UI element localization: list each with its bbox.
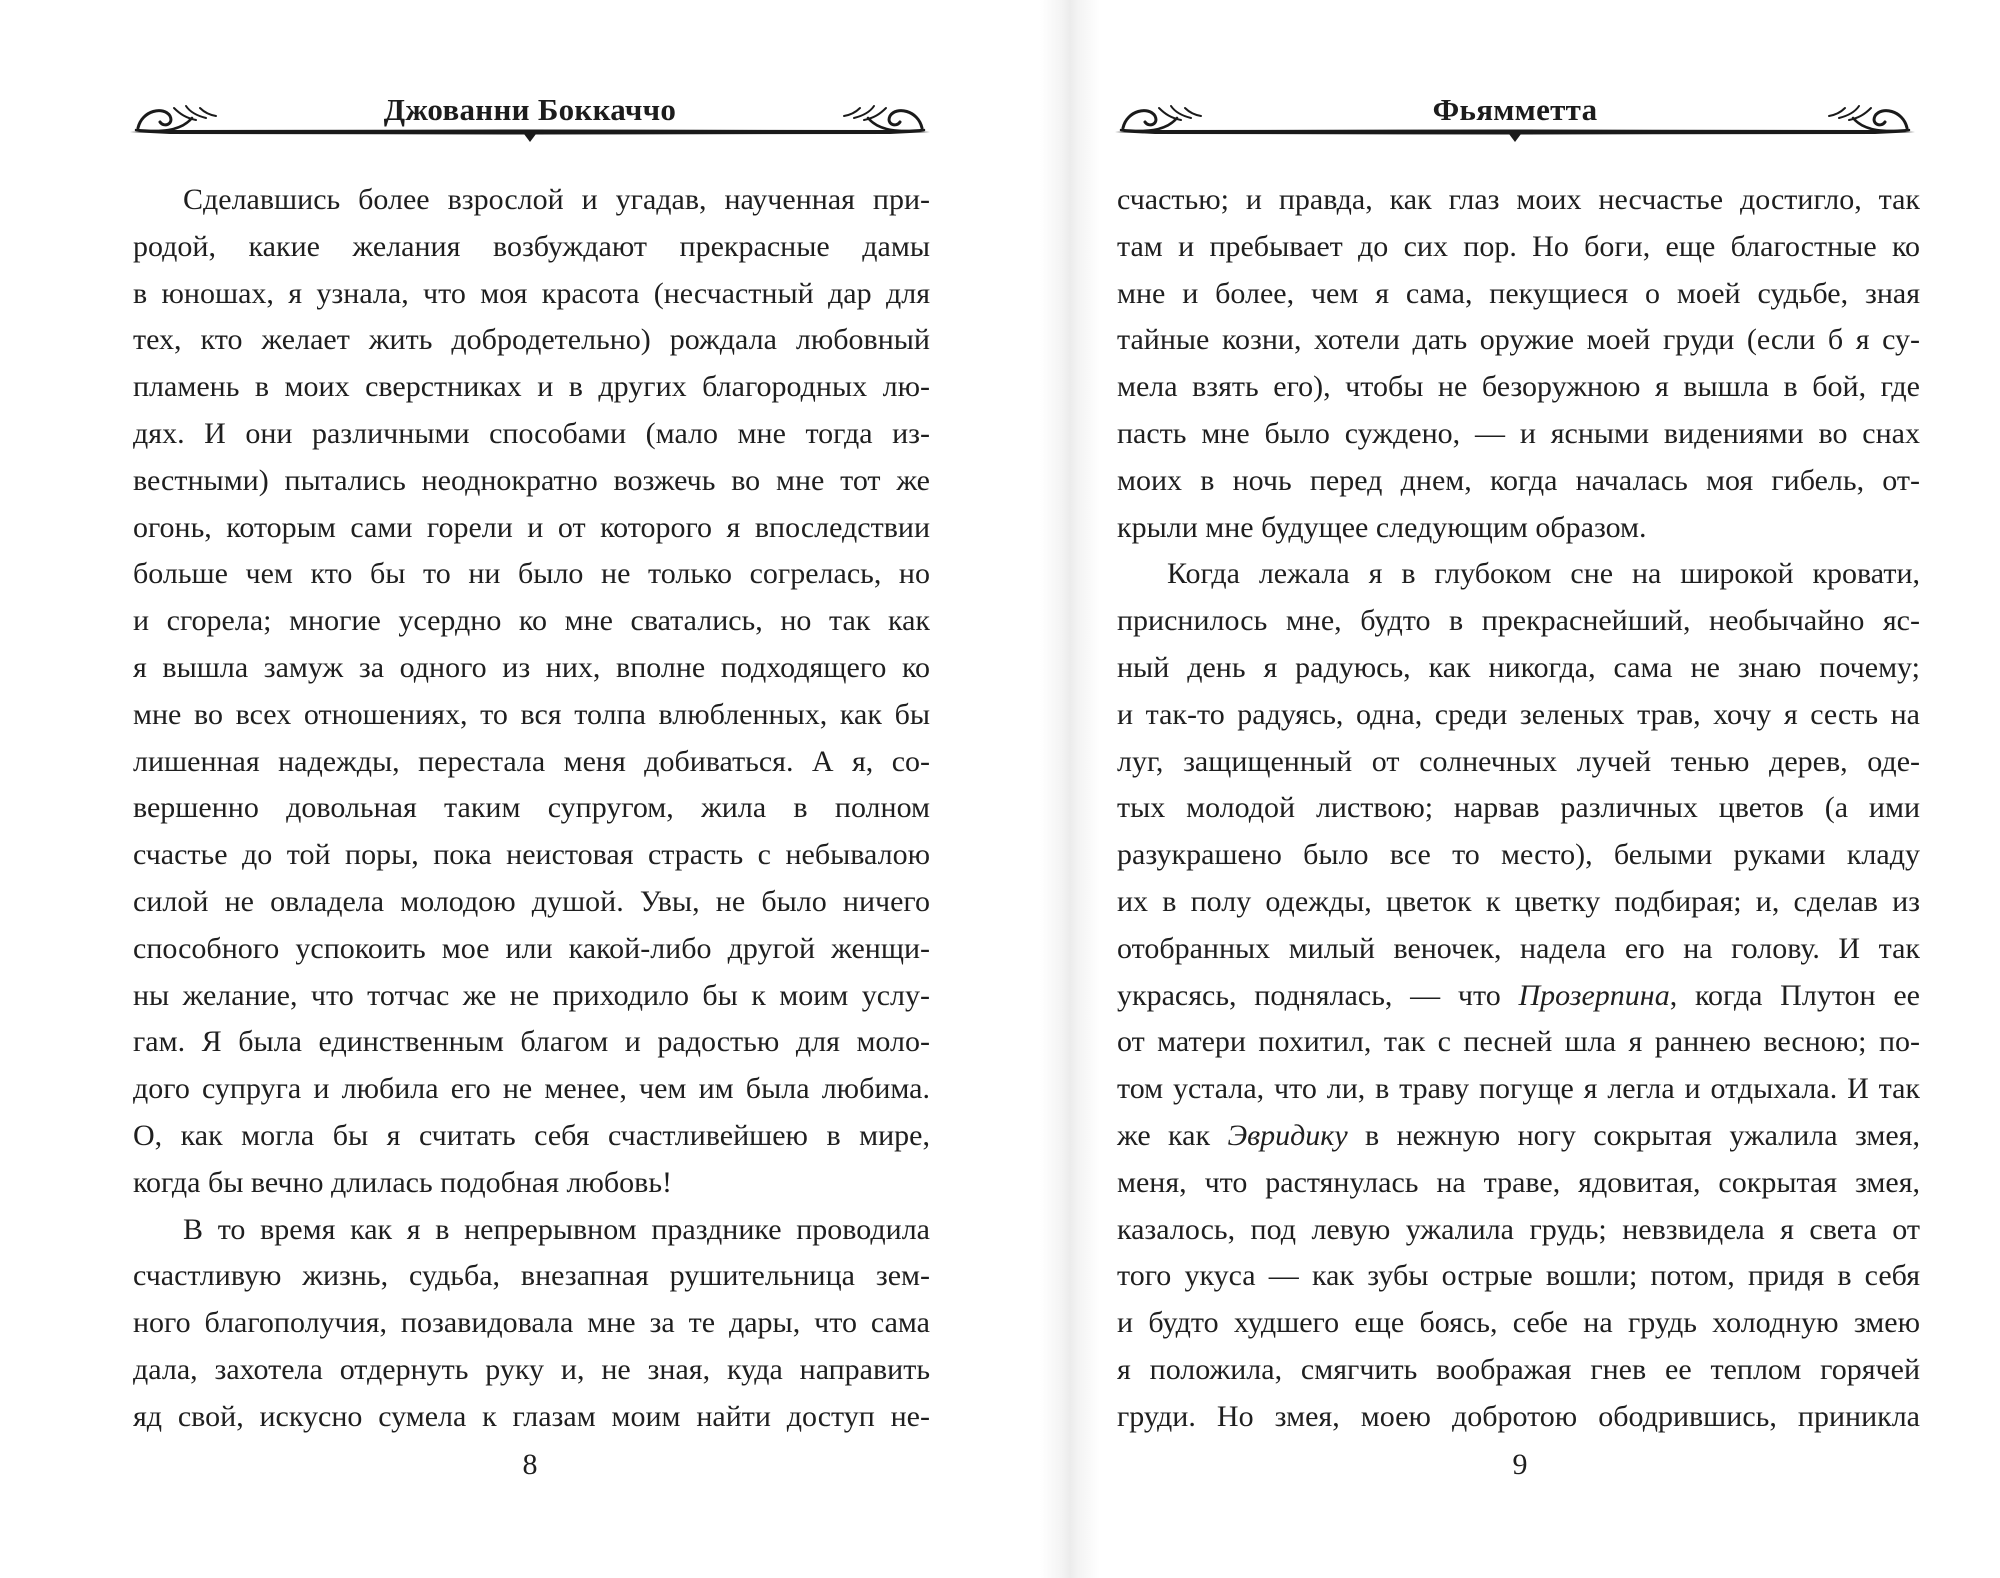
text-line: их в полу одежды, цветок к цветку подбирая; и, сделав из (1117, 884, 1920, 918)
right-page (1100, 0, 2000, 1578)
text-line: О, как могла бы я считать себя счастливейшею в мире, (133, 1118, 930, 1152)
text-line: пламень в моих сверстниках и в других благородных лю- (133, 370, 930, 404)
text-line: меня, что растянулась на траве, ядовитая, сокрытая змея, (1117, 1165, 1920, 1199)
text-line-fragment: , когда Плутон ее (1669, 978, 1920, 1012)
text-line (1117, 973, 1920, 1020)
text-line-fragment: же как (1117, 1118, 1228, 1152)
text-line-fragment: украсясь, поднялась, — что (1117, 978, 1519, 1012)
text-line: огонь, которым сами горели и от которого я впоследствии (133, 510, 930, 544)
text-line: мела взять его), чтобы не безоружною я вышла в бой, где (1117, 370, 1920, 404)
text-line: дях. И они различными способами (мало мне тогда из- (133, 416, 930, 450)
text-line: мне во всех отношениях, то вся толпа влюбленных, как бы (133, 697, 930, 731)
text-line: Сделавшись более взрослой и угадав, наученная при- (183, 183, 930, 216)
text-line-fragment: в нежную ногу сокрытая ужалила змея, (1347, 1118, 1920, 1152)
left-running-head (130, 88, 930, 148)
italic-name: Прозерпина (1518, 978, 1670, 1012)
text-line: том устала, что ли, в траву погуще я легла и отдыхала. И так (1117, 1072, 1920, 1106)
text-line: ный день я радуюсь, как никогда, сама не знаю почему; (1117, 650, 1920, 684)
text-line: и так-то радуясь, одна, среди зеленых трав, хочу я сесть на (1117, 697, 1920, 731)
text-line: вершенно довольная таким супругом, жила в полном (133, 791, 930, 825)
text-line: я положила, смягчить воображая гнев ее теплом горячей (1117, 1352, 1920, 1386)
text-line: силой не овладела молодою душой. Увы, не было ничего (133, 884, 930, 918)
text-line: ны желание, что тотчас же не приходило бы к моим услу- (133, 978, 930, 1012)
text-line: я вышла замуж за одного из них, вполне подходящего ко (133, 650, 930, 684)
right-page-text (1117, 177, 1920, 1441)
text-line: отобранных милый веночек, надела его на голову. И так (1117, 931, 1920, 965)
text-line: вестными) пытались неоднократно возжечь во мне тот же (133, 463, 930, 497)
right-running-head (1115, 88, 1915, 148)
text-line: лишенная надежды, перестала меня добиваться. А я, со- (133, 744, 930, 778)
right-page-number: 9 (1512, 1448, 1528, 1481)
text-line: мне и более, чем я сама, пекущиеся о моей судьбе, зная (1117, 276, 1920, 310)
text-line: тайные козни, хотели дать оружие моей груди (если б я су- (1117, 323, 1920, 357)
text-line: крыли мне будущее следующим образом. (1117, 510, 1647, 544)
text-line: счастье до той поры, пока неистовая страсть с небывалою (133, 838, 930, 872)
text-line: счастью; и правда, как глаз моих несчастье достигло, так (1117, 183, 1920, 216)
text-line: Когда лежала я в глубоком сне на широкой кровати, (1167, 557, 1920, 591)
text-line: родой, какие желания возбуждают прекрасные дамы (133, 229, 930, 263)
text-line: и будто худшего еще боясь, себе на грудь холодную змею (1117, 1306, 1920, 1340)
left-page-text (133, 177, 930, 1441)
text-line: тых молодой листвою; нарвав различных цветов (а ими (1117, 791, 1920, 825)
text-line: гам. Я была единственным благом и радостью для моло- (133, 1025, 930, 1059)
text-line: казалось, под левую ужалила грудь; невзвидела я света от (1117, 1212, 1920, 1246)
text-line: в юношах, я узнала, что моя красота (несчастный дар для (133, 276, 930, 310)
text-line: пасть мне было суждено, — и ясными видениями во снах (1117, 416, 1920, 450)
book-gutter (1040, 0, 1100, 1578)
text-line: способного успокоить мое или какой-либо другой женщи- (133, 931, 930, 965)
text-line (1117, 1113, 1920, 1160)
italic-name: Эвридику (1227, 1118, 1348, 1152)
left-page-number: 8 (522, 1448, 538, 1481)
text-line: когда бы вечно длилась подобная любовь! (133, 1165, 673, 1199)
text-line: больше чем кто бы то ни было не только согрелась, но (133, 557, 930, 591)
text-line: ного благополучия, позавидовала мне за те дары, что сама (133, 1306, 930, 1340)
text-line: дого супруга и любила его не менее, чем им была любима. (133, 1072, 930, 1106)
running-head-title: Джованни Боккаччо (383, 92, 677, 127)
text-line: луг, защищенный от солнечных лучей тенью дерев, оде- (1117, 744, 1920, 778)
text-line: там и пребывает до сих пор. Но боги, еще благостные ко (1117, 229, 1920, 263)
text-line: тех, кто желает жить добродетельно) рождала любовный (133, 323, 930, 357)
text-line: груди. Но змея, моею добротою ободрившись, приникла (1117, 1399, 1920, 1433)
text-line: дала, захотела отдернуть руку и, не зная, куда направить (133, 1352, 930, 1386)
text-line: моих в ночь перед днем, когда началась моя гибель, от- (1117, 463, 1920, 497)
text-line: В то время как я в непрерывном празднике проводила (183, 1212, 930, 1246)
text-line: того укуса — как зубы острые вошли; потом, придя в себя (1117, 1259, 1920, 1293)
text-line: приснилось мне, будто в прекраснейший, необычайно яс- (1117, 604, 1920, 638)
running-head-title: Фьямметта (1432, 92, 1598, 127)
text-line: разукрашено было все то место), белыми руками кладу (1117, 838, 1920, 872)
text-line: и сгорела; многие усердно ко мне сватались, но так как (133, 604, 930, 638)
text-line: от матери похитил, так с песней шла я раннею весною; по- (1117, 1025, 1920, 1059)
text-line: счастливую жизнь, судьба, внезапная рушительница зем- (133, 1259, 930, 1293)
text-line: яд свой, искусно сумела к глазам моим найти доступ не- (133, 1399, 930, 1433)
